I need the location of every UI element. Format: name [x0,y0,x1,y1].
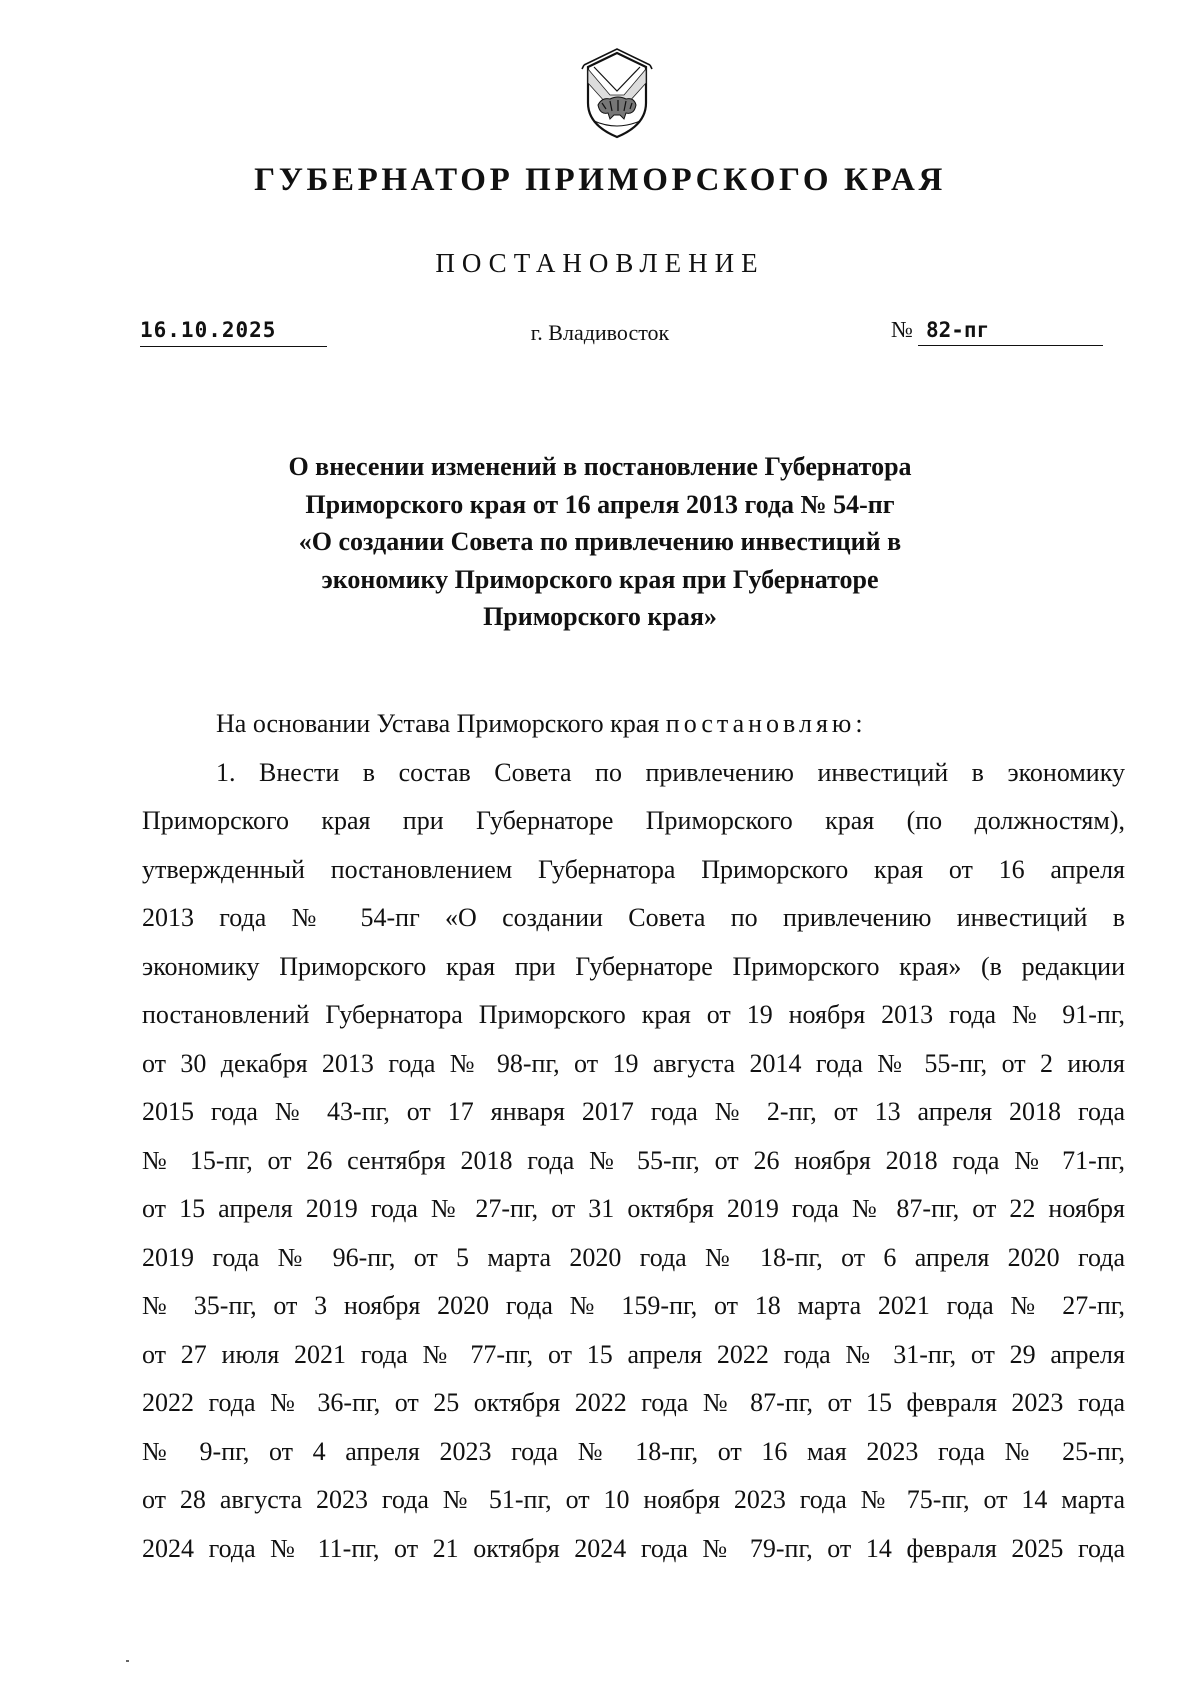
document-number: 82-пг [918,318,1103,346]
primorsky-krai-coat-of-arms-icon [580,45,654,140]
preamble [142,700,1125,749]
body-line: от 27 июля 2021 года № 77-пг, от 15 апреля 2022 года № 31-пг, от 29 апреля [142,1339,1125,1369]
title-line: Приморского края» [483,602,717,631]
title-line: О внесении изменений в постановление Губернатора [288,452,912,481]
body-line: 2013 года № 54-пг «О создании Совета по привлечению инвестиций в [142,903,1125,932]
body-line: от 28 августа 2023 года № 51-пг, от 10 ноября 2023 года № 75-пг, от 14 марта [142,1485,1125,1514]
preamble-suffix: : [855,709,863,738]
body-line: постановлений Губернатора Приморского края от 19 ноября 2013 года № 91-пг, [142,1000,1125,1029]
title-line: «О создании Совета по привлечению инвестиций в [298,527,902,556]
body-line: от 30 декабря 2013 года № 98-пг, от 19 августа 2014 года № 55-пг, от 2 июля [142,1048,1125,1078]
title-line: экономику Приморского края при Губернаторе [321,564,879,594]
body-line: № 9-пг, от 4 апреля 2023 года № 18-пг, от 16 мая 2023 года № 25-пг, [142,1436,1125,1466]
body-line: 2024 года № 11-пг, от 21 октября 2024 года № 79-пг, от 14 февраля 2025 года [142,1533,1125,1563]
body-line: от 15 апреля 2019 года № 27-пг, от 31 октября 2019 года № 87-пг, от 22 ноября [142,1194,1125,1223]
body-line: 1. Внести в состав Совета по привлечению инвестиций в экономику [216,757,1125,787]
body-line: 2019 года № 96-пг, от 5 марта 2020 года № 18-пг, от 6 апреля 2020 года [142,1242,1125,1272]
body-line: Приморского края при Губернаторе Приморского края (по должностям), [142,806,1125,835]
document-type: ПОСТАНОВЛЕНИЕ [435,248,765,278]
scan-mark [126,1660,129,1662]
body-line: экономику Приморского края при Губернаторе Приморского края» (в редакции [142,951,1125,981]
document-body [142,700,1125,1573]
preamble-text: На основании Устава Приморского края [216,709,666,738]
preamble-emphasis: постановляю [665,709,856,738]
document-title [200,448,1000,636]
issuing-authority: ГУБЕРНАТОР ПРИМОРСКОГО КРАЯ [254,162,946,198]
body-line: утвержденный постановлением Губернатора Приморского края от 16 апреля [142,854,1125,884]
body-line: № 15-пг, от 26 сентября 2018 года № 55-пг, от 26 ноября 2018 года № 71-пг, [142,1145,1125,1175]
body-line: № 35-пг, от 3 ноября 2020 года № 159-пг, от 18 марта 2021 года № 27-пг, [142,1291,1125,1320]
title-line: Приморского края от 16 апреля 2013 года № 54-пг [305,489,895,519]
document-city: г. Владивосток [530,320,670,345]
document-number-label: № [891,317,913,342]
body-line: 2015 года № 43-пг, от 17 января 2017 года № 2-пг, от 13 апреля 2018 года [142,1097,1125,1126]
document-date: 16.10.2025 [140,318,327,347]
body-line: 2022 года № 36-пг, от 25 октября 2022 года № 87-пг, от 15 февраля 2023 года [142,1388,1125,1417]
